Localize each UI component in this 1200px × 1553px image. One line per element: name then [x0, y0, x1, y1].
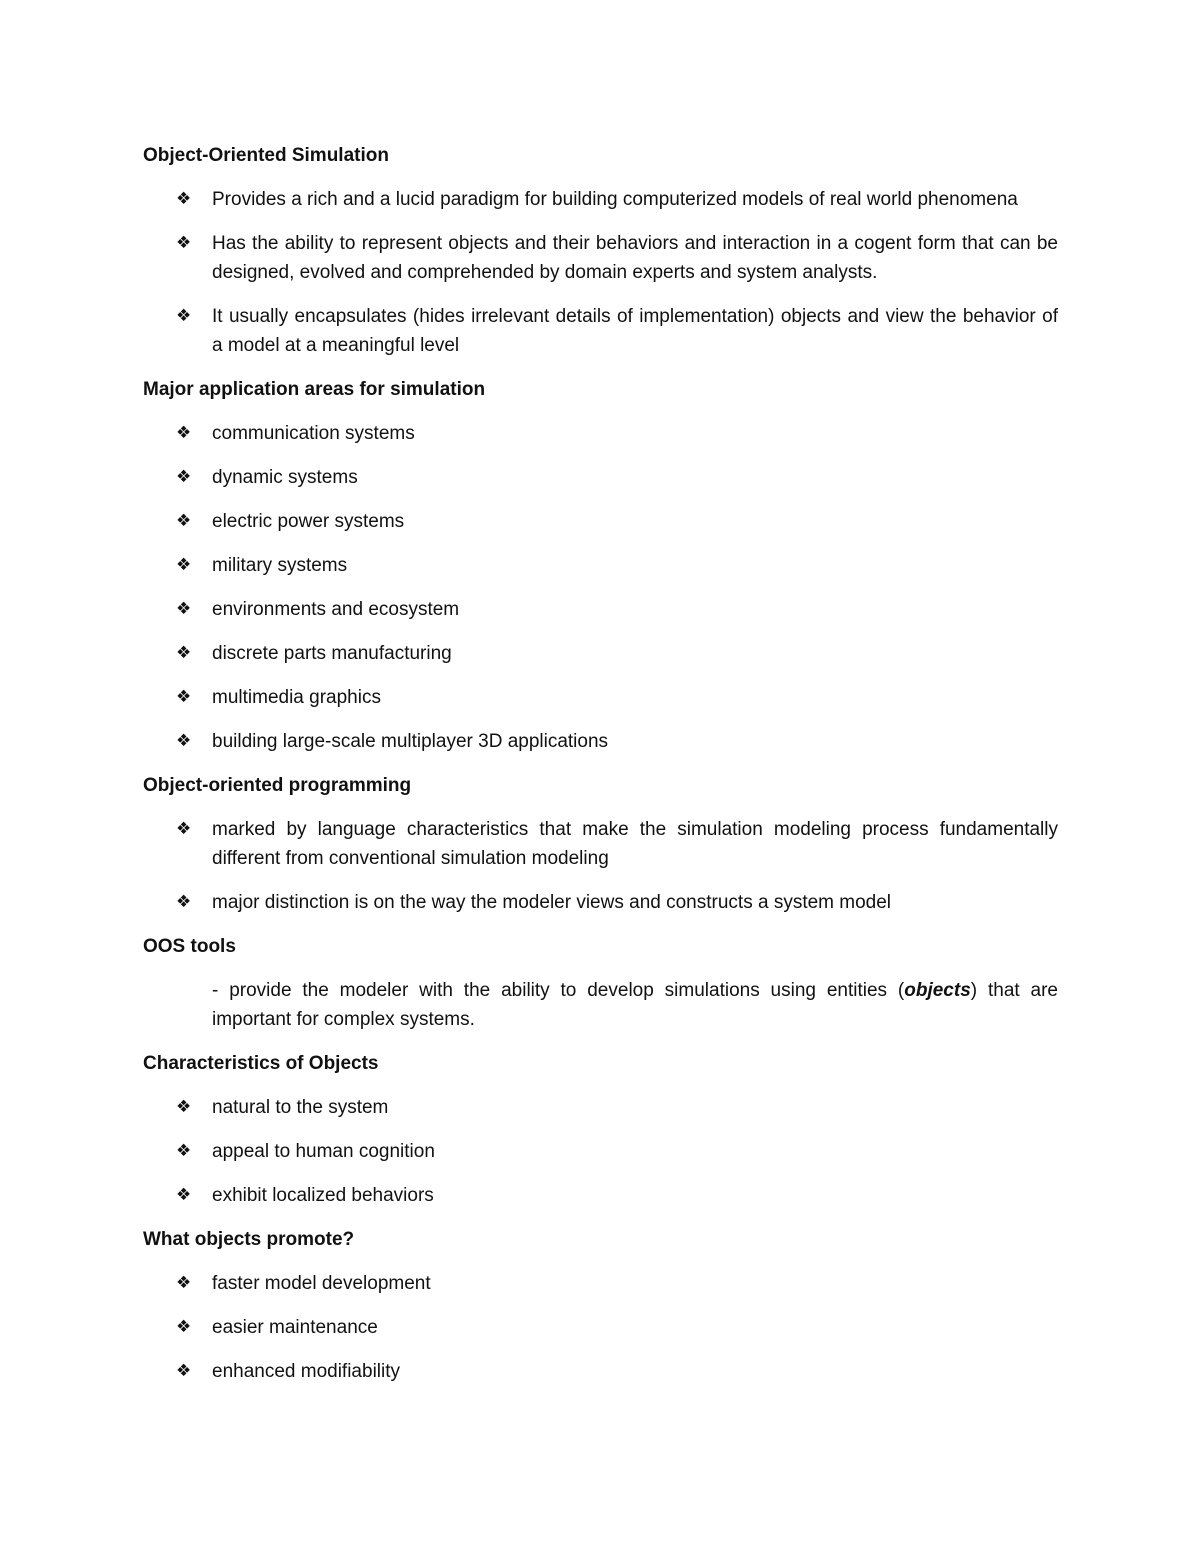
- heading-what-objects-promote: What objects promote?: [143, 1229, 355, 1250]
- diamond-bullet-icon: ❖: [176, 1097, 192, 1117]
- diamond-bullet-icon: ❖: [176, 423, 192, 443]
- list-item: ❖ multimedia graphics: [143, 683, 1058, 712]
- list-item: ❖ enhanced modifiability: [143, 1357, 1058, 1386]
- heading-application-areas: Major application areas for simulation: [143, 379, 486, 400]
- list-item: ❖ dynamic systems: [143, 463, 1058, 492]
- list-item: ❖ Has the ability to represent objects and their behaviors and interaction in a cogent form that can be designed, evolved and comprehended by domain experts and system analysts.: [143, 229, 1058, 287]
- heading-characteristics-of-objects: Characteristics of Objects: [143, 1053, 379, 1074]
- list-item: ❖ communication systems: [143, 419, 1058, 448]
- diamond-bullet-icon: ❖: [176, 819, 192, 839]
- diamond-bullet-icon: ❖: [176, 643, 192, 663]
- list-item: ❖ major distinction is on the way the modeler views and constructs a system model: [143, 888, 1058, 917]
- heading-object-oriented-programming: Object-oriented programming: [143, 775, 412, 796]
- diamond-bullet-icon: ❖: [176, 189, 192, 209]
- diamond-bullet-icon: ❖: [176, 467, 192, 487]
- list-item: ❖ easier maintenance: [143, 1313, 1058, 1342]
- list-item: ❖ faster model development: [143, 1269, 1058, 1298]
- diamond-bullet-icon: ❖: [176, 511, 192, 531]
- list-item: ❖ It usually encapsulates (hides irrelevant details of implementation) objects and view the behavior of a model at a meaningful level: [143, 302, 1058, 360]
- diamond-bullet-icon: ❖: [176, 306, 192, 326]
- diamond-bullet-icon: ❖: [176, 1141, 192, 1161]
- diamond-bullet-icon: ❖: [176, 555, 192, 575]
- list-item: ❖ environments and ecosystem: [143, 595, 1058, 624]
- list-item: ❖ natural to the system: [143, 1093, 1058, 1122]
- list-item: ❖ building large-scale multiplayer 3D applications: [143, 727, 1058, 756]
- diamond-bullet-icon: ❖: [176, 233, 192, 253]
- list-item: ❖ marked by language characteristics that make the simulation modeling process fundamentally different from conventional simulation modeling: [143, 815, 1058, 873]
- diamond-bullet-icon: ❖: [176, 892, 192, 912]
- list-item: ❖ electric power systems: [143, 507, 1058, 536]
- list-oos-properties: [143, 185, 1058, 360]
- list-oop-characteristics: [143, 815, 1058, 917]
- list-item: ❖ appeal to human cognition: [143, 1137, 1058, 1166]
- oos-tools-paragraph: - provide the modeler with the ability to develop simulations using entities (objects) that are important for complex systems.: [212, 980, 1058, 1030]
- list-item: ❖ Provides a rich and a lucid paradigm for building computerized models of real world phenomena: [143, 185, 1058, 214]
- diamond-bullet-icon: ❖: [176, 1317, 192, 1337]
- list-object-characteristics: [143, 1093, 1058, 1210]
- emphasis-objects: objects: [904, 980, 971, 1001]
- diamond-bullet-icon: ❖: [176, 1361, 192, 1381]
- diamond-bullet-icon: ❖: [176, 1185, 192, 1205]
- diamond-bullet-icon: ❖: [176, 687, 192, 707]
- heading-oos-tools: OOS tools: [143, 936, 236, 957]
- list-objects-promote: [143, 1269, 1058, 1386]
- list-item: ❖ discrete parts manufacturing: [143, 639, 1058, 668]
- list-item: ❖ exhibit localized behaviors: [143, 1181, 1058, 1210]
- list-item: ❖ military systems: [143, 551, 1058, 580]
- diamond-bullet-icon: ❖: [176, 731, 192, 751]
- diamond-bullet-icon: ❖: [176, 599, 192, 619]
- diamond-bullet-icon: ❖: [176, 1273, 192, 1293]
- heading-object-oriented-simulation: Object-Oriented Simulation: [143, 145, 389, 166]
- list-application-areas: [143, 419, 1058, 756]
- document-body: [143, 141, 1058, 1401]
